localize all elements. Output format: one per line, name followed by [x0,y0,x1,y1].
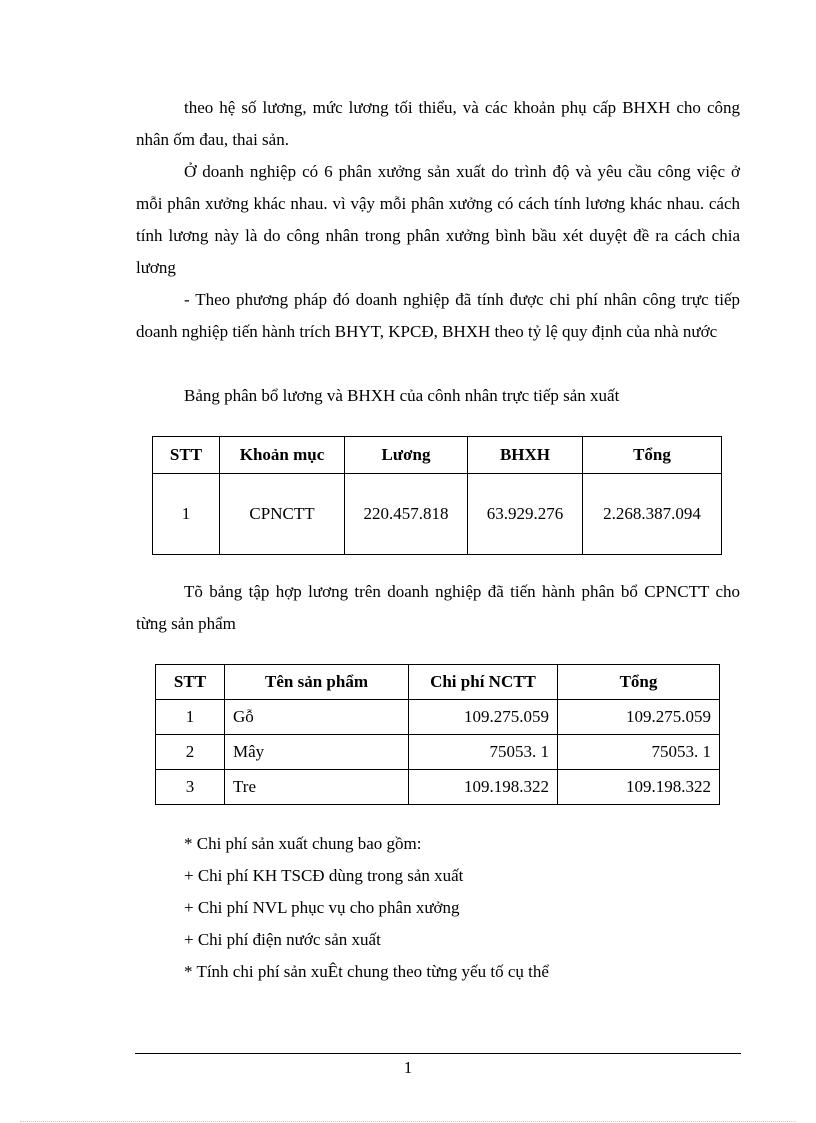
list-item: + Chi phí NVL phục vụ cho phân xưởng [184,898,460,917]
paragraph-method: - Theo phương pháp đó doanh nghiệp đã tính được chi phí nhân công trực tiếp doanh nghiệp tiến hành trích BHYT, KPCĐ, BHXH theo tỷ lệ quy định của nhà nước [136,290,740,341]
header-stt: STT [156,665,225,700]
paragraph-salary-coefficient: theo hệ số lương, mức lương tối thiểu, và các khoản phụ cấp BHXH cho công nhân ốm đau, thai sản. [136,98,740,149]
salary-allocation-table [152,436,722,555]
header-total: Tổng [583,437,722,474]
cell-total: 109.198.322 [558,770,720,805]
table-row [156,770,720,805]
header-product-name: Tên sản phẩm [225,665,409,700]
cell-direct-labor-cost: 75053. 1 [409,735,558,770]
table1-caption: Bảng phân bổ lương và BHXH của cônh nhân trực tiếp sản xuất [184,386,620,405]
table-row [153,474,722,555]
header-stt: STT [153,437,220,474]
cell-product-name: Tre [225,770,409,805]
cell-total: 109.275.059 [558,700,720,735]
list-item: * Chi phí sản xuất chung bao gồm: [184,834,422,853]
cell-stt: 1 [156,700,225,735]
cell-direct-labor-cost: 109.275.059 [409,700,558,735]
page-number: 1 [403,1058,413,1077]
cell-product-name: Gỗ [225,700,409,735]
cell-direct-labor-cost: 109.198.322 [409,770,558,805]
cell-stt: 2 [156,735,225,770]
cell-product-name: Mây [225,735,409,770]
product-allocation-table [155,664,720,805]
paragraph-allocation: Tõ bảng tập hợp lương trên doanh nghiệp đã tiến hành phân bổ CPNCTT cho từng sản phẩm [136,582,740,633]
header-salary: Lương [345,437,468,474]
footer-divider [135,1053,741,1054]
list-item: + Chi phí điện nước sản xuất [184,930,381,949]
table-header-row [156,665,720,700]
table-header-row [153,437,722,474]
list-item: + Chi phí KH TSCĐ dùng trong sản xuất [184,866,464,885]
cell-item: CPNCTT [220,474,345,555]
cell-total: 2.268.387.094 [583,474,722,555]
cell-bhxh: 63.929.276 [468,474,583,555]
cell-total: 75053. 1 [558,735,720,770]
header-total: Tổng [558,665,720,700]
cell-salary: 220.457.818 [345,474,468,555]
header-bhxh: BHXH [468,437,583,474]
table-row [156,735,720,770]
page-bottom-border [20,1121,796,1122]
cell-stt: 3 [156,770,225,805]
cell-stt: 1 [153,474,220,555]
list-item: * Tính chi phí sản xuÊt chung theo từng yếu tố cụ thể [184,962,549,981]
table-row [156,700,720,735]
header-direct-labor-cost: Chi phí NCTT [409,665,558,700]
header-item: Khoản mục [220,437,345,474]
paragraph-workshops: Ở doanh nghiệp có 6 phân xưởng sản xuất do trình độ và yêu cầu công việc ở mỗi phân xưởng khác nhau. vì vậy mỗi phân xưởng có cách tính lương khác nhau. cách tính lương này là do công nhân trong phân xưởng bình bầu xét duyệt đề ra cách chia lương [136,162,740,277]
